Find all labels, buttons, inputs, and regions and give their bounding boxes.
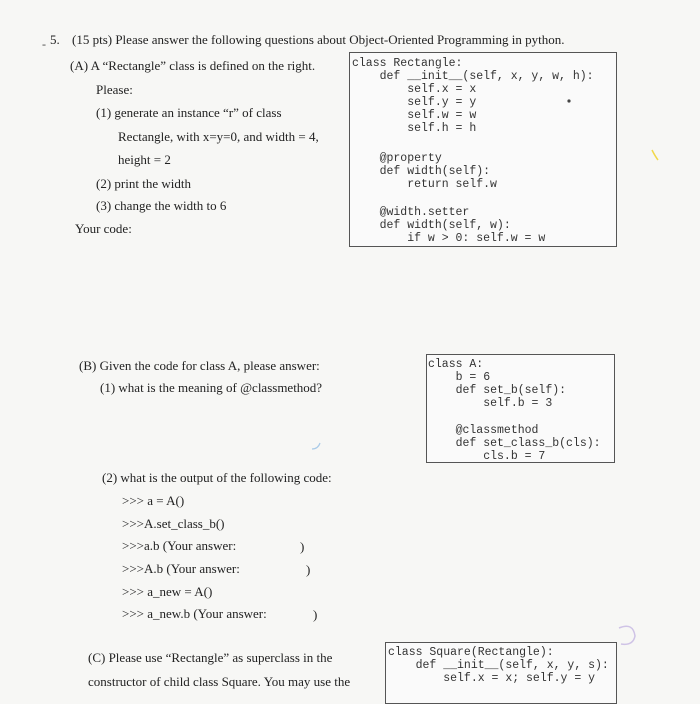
classA-code-line: cls.b = 7 [428,450,546,463]
partB-line: >>>A.b (Your answer: [122,561,240,576]
partA-task3: (3) change the width to 6 [96,198,227,213]
rect-code-line: @width.setter [352,206,470,219]
partA-intro: (A) A “Rectangle” class is defined on the right. [70,58,316,73]
rect-code-line: @property [352,152,442,165]
partB-line: >>>A.set_class_b() [122,516,225,531]
rect-code-line: class Rectangle: [352,57,463,70]
rect-code-line: self.h = h [352,122,477,135]
classA-code-line: self.b = 3 [428,397,553,410]
classA-code-line: def set_b(self): [428,384,567,397]
partA-your-code: Your code: [75,221,132,236]
rect-code-line: def width(self, w): [352,219,511,232]
partA-task1-line2: Rectangle, with x=y=0, and width = 4, [118,129,319,144]
square-code-line: self.x = x; self.y = y [388,672,596,685]
square-code-line: def __init__(self, x, y, s): [388,659,609,672]
yellow-pen-mark [652,150,658,160]
rect-code-line: def __init__(self, x, y, w, h): [352,70,594,83]
partC-cut-line: constructor of child class Square. You may use the [88,674,351,689]
partB-q2: (2) what is the output of the following code: [102,470,332,485]
partB-q1: (1) what is the meaning of @classmethod? [100,380,323,395]
classA-code-line: def set_class_b(cls): [428,437,601,450]
partA-task1-line3: height = 2 [118,152,171,167]
bullet-dot: - [42,37,46,51]
rect-code-line: self.y = y [352,96,477,109]
partA-task2: (2) print the width [96,176,191,191]
rect-code-line: if w > 0: self.w = w [352,232,546,245]
classA-code-line: @classmethod [428,424,539,437]
answer-blank-close: ) [300,539,305,554]
question-header: (15 pts) Please answer the following questions about Object-Oriented Programming in python. [72,32,565,47]
partC-intro: (C) Please use “Rectangle” as superclass in the [88,650,333,665]
partB-line: >>> a_new.b (Your answer: [122,606,267,621]
partB-intro: (B) Given the code for class A, please answer: [79,358,320,373]
blue-pen-mark [312,443,320,449]
speck-dot [567,99,570,102]
rect-code-line: self.w = w [352,109,477,122]
answer-blank-close: ) [313,607,318,622]
rect-code-line: return self.w [352,178,497,191]
partA-please: Please: [96,82,133,97]
square-code-line: class Square(Rectangle): [388,646,554,659]
partB-line: >>>a.b (Your answer: [122,538,237,553]
partB-line: >>> a_new = A() [122,584,213,599]
answer-blank-close: ) [306,562,311,577]
rect-code-line: self.x = x [352,83,477,96]
partB-line: >>> a = A() [122,493,185,508]
purple-pen-mark [619,626,635,644]
question-number: 5. [50,32,60,47]
classA-code-line: b = 6 [428,371,491,384]
partA-task1-line1: (1) generate an instance “r” of class [96,105,282,120]
classA-code-line: class A: [428,358,484,371]
rect-code-line: def width(self): [352,165,491,178]
